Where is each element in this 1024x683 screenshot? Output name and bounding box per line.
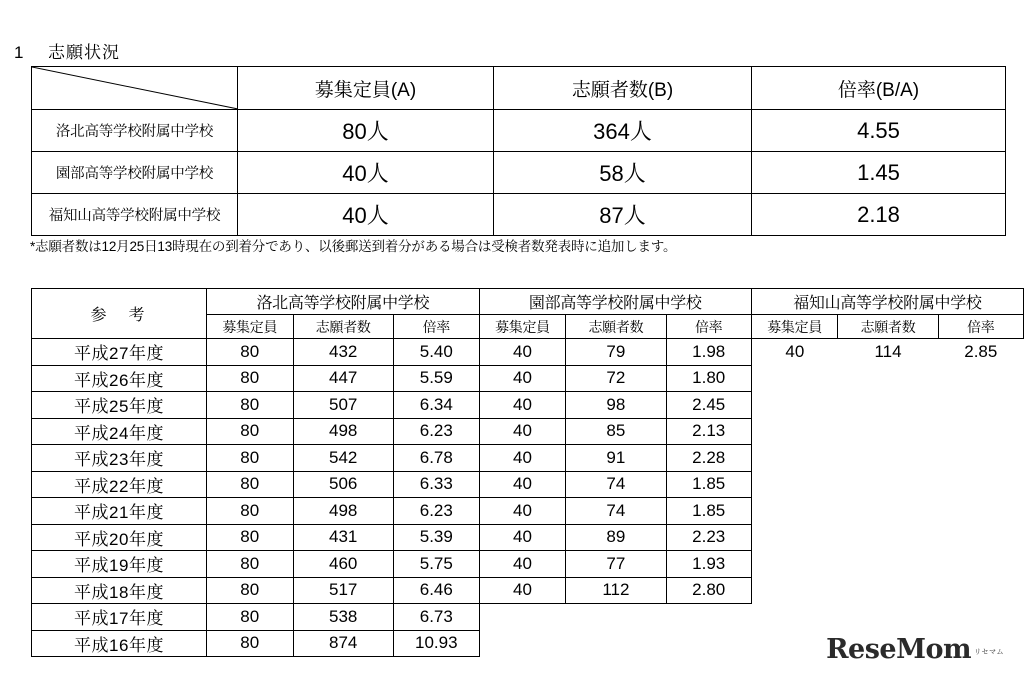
cell-rakuhoku-quota: 80 [206,630,293,657]
cell-rakuhoku-quota: 80 [206,577,293,604]
cell-empty [938,445,1023,472]
row-year: 平成18年度 [32,577,207,604]
cell-empty [566,630,666,657]
cell-empty [479,604,566,631]
cell-empty [838,604,938,631]
resemom-logo [826,634,1004,665]
cell-fukuchiyama-applicants: 114 [874,342,902,361]
subheader-ratio-fukuchiyama: 倍率 [938,315,1023,339]
cell-rakuhoku-quota: 80 [206,392,293,419]
table-row [32,498,1024,525]
subheader-quota-fukuchiyama: 募集定員 [751,315,838,339]
cell-empty [938,392,1023,419]
cell-empty [938,524,1023,551]
cell-sonobe-quota: 40 [479,551,566,578]
cell-empty [838,365,938,392]
cell-rakuhoku-applicants: 874 [293,630,393,657]
footnote: *志願者数は12月25日13時現在の到着分であり、以後郵送到着分がある場合は受検者数発表時に追加します。 [30,239,677,254]
cell-sonobe-ratio: 1.80 [666,365,751,392]
cell-sonobe-applicants: 89 [566,524,666,551]
table-row [32,418,1024,445]
row-year: 平成27年度 [32,339,207,366]
cell-sonobe-quota: 40 [479,365,566,392]
cell-sonobe-ratio: 1.85 [666,471,751,498]
school-header-fukuchiyama: 福知山高等学校附属中学校 [751,289,1023,315]
cell-rakuhoku-quota: 80 [206,365,293,392]
row-ratio: 4.55 [752,110,1006,152]
cell-empty [751,577,838,604]
cell-empty [838,418,938,445]
subheader-quota-rakuhoku: 募集定員 [206,315,293,339]
table-row [32,392,1024,419]
cell-sonobe-ratio: 2.80 [666,577,751,604]
cell-sonobe-ratio: 2.23 [666,524,751,551]
cell-rakuhoku-ratio: 6.23 [393,498,479,525]
cell-sonobe-quota: 40 [479,577,566,604]
row-year: 平成21年度 [32,498,207,525]
logo-subtext: リセマム [974,649,1004,656]
cell-sonobe-applicants: 74 [566,471,666,498]
header-applicants: 志願者数(B) [494,67,752,110]
row-ratio: 2.18 [752,194,1006,236]
row-applicants: 58人 [494,152,752,194]
table-row [32,152,1006,194]
cell-sonobe-quota: 40 [479,445,566,472]
cell-empty [838,471,938,498]
cell-empty [751,551,838,578]
row-year: 平成24年度 [32,418,207,445]
cell-sonobe-quota: 40 [479,524,566,551]
cell-sonobe-applicants: 77 [566,551,666,578]
reference-label: 参 考 [32,289,207,339]
cell-rakuhoku-applicants: 542 [293,445,393,472]
row-year: 平成19年度 [32,551,207,578]
cell-rakuhoku-applicants: 431 [293,524,393,551]
cell-sonobe-quota: 40 [479,498,566,525]
cell-empty [838,445,938,472]
cell-rakuhoku-applicants: 507 [293,392,393,419]
table-row [32,471,1024,498]
row-quota: 40人 [238,152,494,194]
row-school-name: 園部高等学校附属中学校 [32,152,238,194]
page-title [14,38,120,63]
cell-sonobe-ratio: 1.98 [666,339,751,366]
cell-empty [751,630,838,657]
cell-rakuhoku-quota: 80 [206,445,293,472]
cell-empty [666,604,751,631]
cell-rakuhoku-quota: 80 [206,471,293,498]
cell-sonobe-ratio: 2.13 [666,418,751,445]
cell-rakuhoku-ratio: 6.78 [393,445,479,472]
subheader-applicants-sonobe: 志願者数 [566,315,666,339]
cell-sonobe-applicants: 98 [566,392,666,419]
cell-rakuhoku-ratio: 6.73 [393,604,479,631]
cell-empty [938,471,1023,498]
cell-empty [666,630,751,657]
row-year: 平成17年度 [32,604,207,631]
cell-empty [751,524,838,551]
cell-rakuhoku-ratio: 5.39 [393,524,479,551]
cell-empty [938,498,1023,525]
row-year: 平成25年度 [32,392,207,419]
table-row [32,110,1006,152]
cell-rakuhoku-ratio: 6.33 [393,471,479,498]
cell-sonobe-applicants: 74 [566,498,666,525]
cell-empty [751,471,838,498]
cell-sonobe-ratio: 2.45 [666,392,751,419]
cell-sonobe-applicants: 72 [566,365,666,392]
cell-empty [938,551,1023,578]
cell-empty [751,392,838,419]
cell-sonobe-applicants: 85 [566,418,666,445]
row-applicants: 87人 [494,194,752,236]
cell-rakuhoku-applicants: 460 [293,551,393,578]
cell-rakuhoku-applicants: 506 [293,471,393,498]
cell-rakuhoku-ratio: 5.59 [393,365,479,392]
cell-rakuhoku-quota: 80 [206,498,293,525]
cell-empty [838,524,938,551]
header-quota: 募集定員(A) [238,67,494,110]
subheader-applicants-fukuchiyama: 志願者数 [838,315,938,339]
cell-rakuhoku-ratio: 6.46 [393,577,479,604]
logo-text: ReseMom [826,634,972,665]
cell-empty [751,604,838,631]
row-quota: 40人 [238,194,494,236]
cell-rakuhoku-ratio: 6.23 [393,418,479,445]
cell-empty [566,604,666,631]
table-row [32,445,1024,472]
historical-reference-table [31,288,1024,657]
cell-empty [751,418,838,445]
row-school-name: 洛北高等学校附属中学校 [32,110,238,152]
header-ratio: 倍率(B/A) [752,67,1006,110]
section-title: 志願状況 [48,43,120,62]
cell-rakuhoku-ratio: 6.34 [393,392,479,419]
cell-sonobe-ratio: 2.28 [666,445,751,472]
application-status-table [31,66,1006,236]
cell-rakuhoku-applicants: 498 [293,418,393,445]
cell-fukuchiyama-ratio: 2.85 [964,342,998,361]
cell-empty [938,418,1023,445]
row-year: 平成23年度 [32,445,207,472]
cell-rakuhoku-quota: 80 [206,551,293,578]
cell-empty [938,365,1023,392]
subheader-applicants-rakuhoku: 志願者数 [293,315,393,339]
cell-rakuhoku-quota: 80 [206,604,293,631]
cell-empty [938,604,1023,631]
cell-empty [838,392,938,419]
cell-sonobe-quota: 40 [479,471,566,498]
cell-empty [838,577,938,604]
cell-rakuhoku-applicants: 517 [293,577,393,604]
row-year: 平成20年度 [32,524,207,551]
cell-empty [751,445,838,472]
row-quota: 80人 [238,110,494,152]
cell-rakuhoku-ratio: 5.75 [393,551,479,578]
cell-rakuhoku-ratio: 5.40 [393,339,479,366]
row-year: 平成16年度 [32,630,207,657]
cell-rakuhoku-applicants: 447 [293,365,393,392]
subheader-quota-sonobe: 募集定員 [479,315,566,339]
cell-sonobe-applicants: 79 [566,339,666,366]
cell-empty [938,577,1023,604]
table-row [32,604,1024,631]
school-header-rakuhoku: 洛北高等学校附属中学校 [206,289,479,315]
row-ratio: 1.45 [752,152,1006,194]
cell-empty [838,498,938,525]
cell-sonobe-applicants: 112 [566,577,666,604]
cell-rakuhoku-ratio: 10.93 [393,630,479,657]
cell-sonobe-quota: 40 [479,339,566,366]
table-header-row [32,67,1006,110]
cell-rakuhoku-quota: 80 [206,418,293,445]
cell-empty [479,630,566,657]
cell-fukuchiyama-quota: 40 [785,342,805,361]
cell-rakuhoku-applicants: 432 [293,339,393,366]
subheader-ratio-sonobe: 倍率 [666,315,751,339]
cell-sonobe-applicants: 91 [566,445,666,472]
cell-rakuhoku-quota: 80 [206,524,293,551]
table-row [32,194,1006,236]
table-row [32,524,1024,551]
row-year: 平成26年度 [32,365,207,392]
row-school-name: 福知山高等学校附属中学校 [32,194,238,236]
row-applicants: 364人 [494,110,752,152]
cell-empty [751,365,838,392]
table-row [32,577,1024,604]
cell-rakuhoku-applicants: 538 [293,604,393,631]
diagonal-corner-cell [32,67,238,110]
table-row [32,551,1024,578]
cell-sonobe-ratio: 1.93 [666,551,751,578]
cell-sonobe-quota: 40 [479,418,566,445]
row-year: 平成22年度 [32,471,207,498]
cell-rakuhoku-quota: 80 [206,339,293,366]
subheader-ratio-rakuhoku: 倍率 [393,315,479,339]
cell-sonobe-quota: 40 [479,392,566,419]
table-row [32,339,1024,366]
table-row [32,365,1024,392]
school-header-sonobe: 園部高等学校附属中学校 [479,289,751,315]
cell-rakuhoku-applicants: 498 [293,498,393,525]
section-number: 1 [14,43,24,62]
cell-empty [751,498,838,525]
table-header-row-schools [32,289,1024,315]
cell-empty [838,551,938,578]
cell-sonobe-ratio: 1.85 [666,498,751,525]
